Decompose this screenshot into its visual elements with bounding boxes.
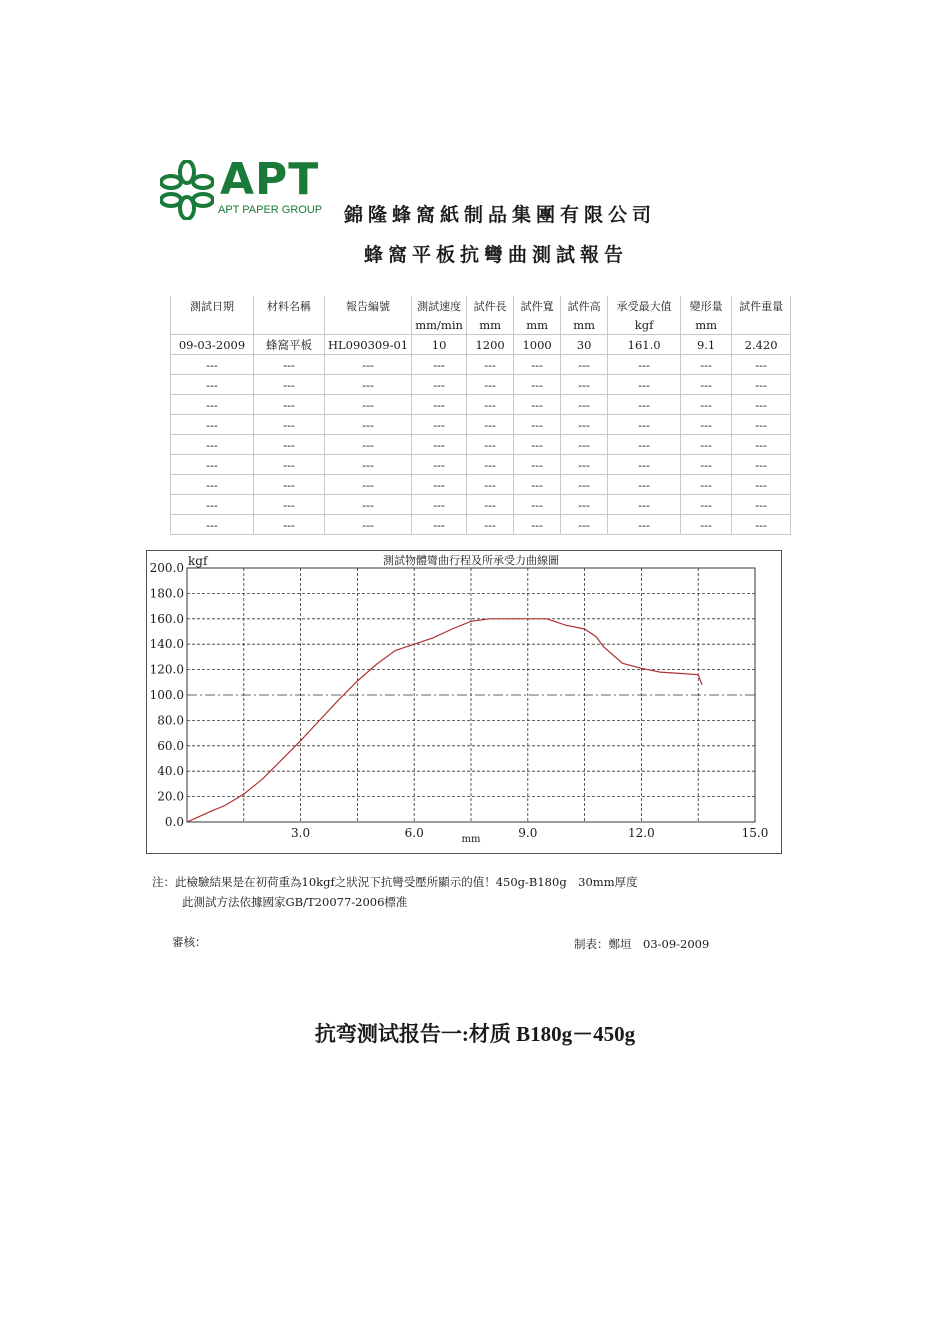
table-cell: --- <box>681 395 732 415</box>
table-cell: 試件重量 <box>732 296 791 315</box>
y-axis-label: kgf <box>188 554 208 568</box>
table-cell: --- <box>514 415 561 435</box>
table-cell: --- <box>412 495 467 515</box>
table-cell: 變形量 <box>681 296 732 315</box>
x-axis-label: mm <box>461 834 481 845</box>
table-row <box>171 395 791 415</box>
test-note: 注：此檢驗結果是在初荷重為10kgf之狀況下抗彎受壓所顯示的值！450g-B180g 30mm厚度 <box>152 875 638 889</box>
table-row <box>171 435 791 455</box>
x-tick-label: 6.0 <box>404 826 424 840</box>
table-cell: --- <box>325 515 412 535</box>
table-cell: --- <box>171 415 254 435</box>
logo-subtitle: APT PAPER GROUP <box>218 204 323 216</box>
table-cell: --- <box>171 495 254 515</box>
x-tick-label: 12.0 <box>628 826 655 840</box>
table-row <box>171 515 791 535</box>
table-cell: 2.420 <box>732 335 791 355</box>
table-cell: --- <box>681 515 732 535</box>
table-row <box>171 375 791 395</box>
table-header-row <box>171 296 791 315</box>
table-row <box>171 335 791 355</box>
table-cell: 9.1 <box>681 335 732 355</box>
y-tick-label: 80.0 <box>157 713 184 728</box>
table-cell: --- <box>254 415 325 435</box>
x-tick-label: 9.0 <box>518 826 538 840</box>
table-cell: --- <box>732 415 791 435</box>
table-cell: --- <box>467 515 514 535</box>
table-cell: 承受最大值 <box>608 296 681 315</box>
table-cell: --- <box>171 355 254 375</box>
report-title: 蜂窩平板抗彎曲測試報告 <box>364 244 629 266</box>
table-cell: --- <box>561 515 608 535</box>
table-cell: --- <box>608 415 681 435</box>
table-cell: --- <box>467 435 514 455</box>
table-cell: mm <box>681 315 732 335</box>
table-cell: --- <box>732 375 791 395</box>
table-cell: --- <box>171 515 254 535</box>
table-cell: --- <box>681 415 732 435</box>
table-cell: --- <box>254 495 325 515</box>
y-tick-label: 100.0 <box>149 688 184 702</box>
table-cell: --- <box>171 435 254 455</box>
table-cell: HL090309-01 <box>325 335 412 355</box>
table-cell: --- <box>561 495 608 515</box>
table-cell: 1000 <box>514 335 561 355</box>
table-cell: --- <box>325 355 412 375</box>
table-cell: --- <box>254 475 325 495</box>
table-cell: --- <box>254 435 325 455</box>
table-cell: --- <box>467 495 514 515</box>
apt-leaf-icon <box>160 160 214 220</box>
table-cell: --- <box>254 375 325 395</box>
table-cell: 蜂窩平板 <box>254 335 325 355</box>
table-cell: 試件寬 <box>514 296 561 315</box>
table-row <box>171 475 791 495</box>
table-cell: --- <box>412 515 467 535</box>
table-cell: --- <box>732 515 791 535</box>
table-cell: mm <box>561 315 608 335</box>
table-cell: --- <box>681 495 732 515</box>
table-cell: --- <box>608 495 681 515</box>
y-tick-label: 120.0 <box>149 662 184 677</box>
table-cell: --- <box>561 395 608 415</box>
table-cell: 30 <box>561 335 608 355</box>
table-cell: --- <box>681 455 732 475</box>
table-cell: --- <box>171 475 254 495</box>
company-name: 錦隆蜂窩紙制品集團有限公司 <box>344 204 657 226</box>
table-cell: --- <box>325 495 412 515</box>
table-cell: kgf <box>608 315 681 335</box>
table-cell: --- <box>561 435 608 455</box>
table-cell: --- <box>412 455 467 475</box>
table-cell: --- <box>514 515 561 535</box>
table-cell: --- <box>561 455 608 475</box>
reviewer-label: 審核： <box>172 935 207 949</box>
table-cell: --- <box>608 435 681 455</box>
table-cell: 1200 <box>467 335 514 355</box>
table-units-row <box>171 315 791 335</box>
x-tick-label: 15.0 <box>741 826 769 840</box>
table-cell: --- <box>467 375 514 395</box>
table-cell: --- <box>608 475 681 495</box>
chart-svg <box>147 551 781 853</box>
table-cell: 10 <box>412 335 467 355</box>
chart-title: 測試物體彎曲行程及所承受力曲線圖 <box>383 554 559 567</box>
table-cell: --- <box>412 355 467 375</box>
table-cell: --- <box>412 435 467 455</box>
table-cell <box>171 315 254 335</box>
table-cell <box>325 315 412 335</box>
table-cell: --- <box>514 475 561 495</box>
table-cell: --- <box>467 455 514 475</box>
logo-name: APT <box>220 154 320 205</box>
table-cell: --- <box>171 455 254 475</box>
table-cell: --- <box>325 395 412 415</box>
table-cell: --- <box>608 395 681 415</box>
table-cell: --- <box>681 355 732 375</box>
table-cell: --- <box>514 395 561 415</box>
table-cell: --- <box>412 395 467 415</box>
table-cell: --- <box>561 415 608 435</box>
table-cell: --- <box>732 395 791 415</box>
table-row <box>171 415 791 435</box>
y-tick-label: 60.0 <box>157 738 184 753</box>
table-cell: --- <box>561 475 608 495</box>
table-row <box>171 455 791 475</box>
table-cell: --- <box>325 375 412 395</box>
table-cell: 材料名稱 <box>254 296 325 315</box>
table-row <box>171 495 791 515</box>
table-cell <box>254 315 325 335</box>
table-cell: --- <box>254 395 325 415</box>
table-cell: 報告編號 <box>325 296 412 315</box>
y-tick-label: 40.0 <box>157 764 184 779</box>
table-cell: --- <box>254 355 325 375</box>
table-cell: --- <box>467 415 514 435</box>
y-tick-label: 140.0 <box>149 637 184 652</box>
table-cell: --- <box>732 455 791 475</box>
table-cell: mm <box>514 315 561 335</box>
table-cell: --- <box>608 515 681 535</box>
table-cell: --- <box>467 475 514 495</box>
table-cell: --- <box>325 475 412 495</box>
table-cell: --- <box>325 455 412 475</box>
table-cell: --- <box>254 515 325 535</box>
table-cell: --- <box>514 495 561 515</box>
table-cell: --- <box>732 355 791 375</box>
table-cell: 試件長 <box>467 296 514 315</box>
table-cell: --- <box>732 435 791 455</box>
table-cell: --- <box>171 375 254 395</box>
y-tick-label: 160.0 <box>149 611 184 626</box>
table-cell: --- <box>608 375 681 395</box>
table-cell <box>732 315 791 335</box>
table-cell: --- <box>325 415 412 435</box>
test-standard-note: 此測試方法依據國家GB/T20077-2006標准 <box>182 895 408 909</box>
y-tick-label: 180.0 <box>149 586 184 601</box>
table-cell: --- <box>561 355 608 375</box>
table-cell: 測試速度 <box>412 296 467 315</box>
table-cell: 09-03-2009 <box>171 335 254 355</box>
table-cell: --- <box>681 435 732 455</box>
table-cell: --- <box>608 455 681 475</box>
table-cell: mm/min <box>412 315 467 335</box>
table-cell: 試件高 <box>561 296 608 315</box>
x-tick-label: 3.0 <box>291 826 311 840</box>
table-cell: --- <box>514 435 561 455</box>
table-cell: --- <box>681 475 732 495</box>
figure-caption: 抗弯测试报告一:材质 B180g－450g <box>314 1022 636 1046</box>
apt-logo <box>160 154 323 222</box>
table-cell: --- <box>514 455 561 475</box>
table-cell: --- <box>467 355 514 375</box>
table-cell: --- <box>514 375 561 395</box>
table-row <box>171 355 791 375</box>
table-cell: --- <box>254 455 325 475</box>
force-deflection-chart <box>146 550 782 854</box>
table-cell: --- <box>325 435 412 455</box>
y-tick-label: 20.0 <box>157 789 184 804</box>
table-cell: mm <box>467 315 514 335</box>
table-cell: --- <box>561 375 608 395</box>
table-cell: --- <box>171 395 254 415</box>
table-cell: --- <box>412 475 467 495</box>
y-tick-label: 200.0 <box>149 561 184 575</box>
table-cell: 測試日期 <box>171 296 254 315</box>
table-cell: --- <box>412 375 467 395</box>
test-results-table <box>170 296 791 535</box>
table-cell: --- <box>732 495 791 515</box>
table-cell: --- <box>467 395 514 415</box>
y-tick-label: 0.0 <box>164 815 184 829</box>
table-cell: --- <box>681 375 732 395</box>
table-cell: 161.0 <box>608 335 681 355</box>
table-cell: --- <box>732 475 791 495</box>
table-cell: --- <box>412 415 467 435</box>
table-cell: --- <box>608 355 681 375</box>
prepared-by: 制表：鄭垣 03-09-2009 <box>574 937 710 951</box>
table-cell: --- <box>514 355 561 375</box>
